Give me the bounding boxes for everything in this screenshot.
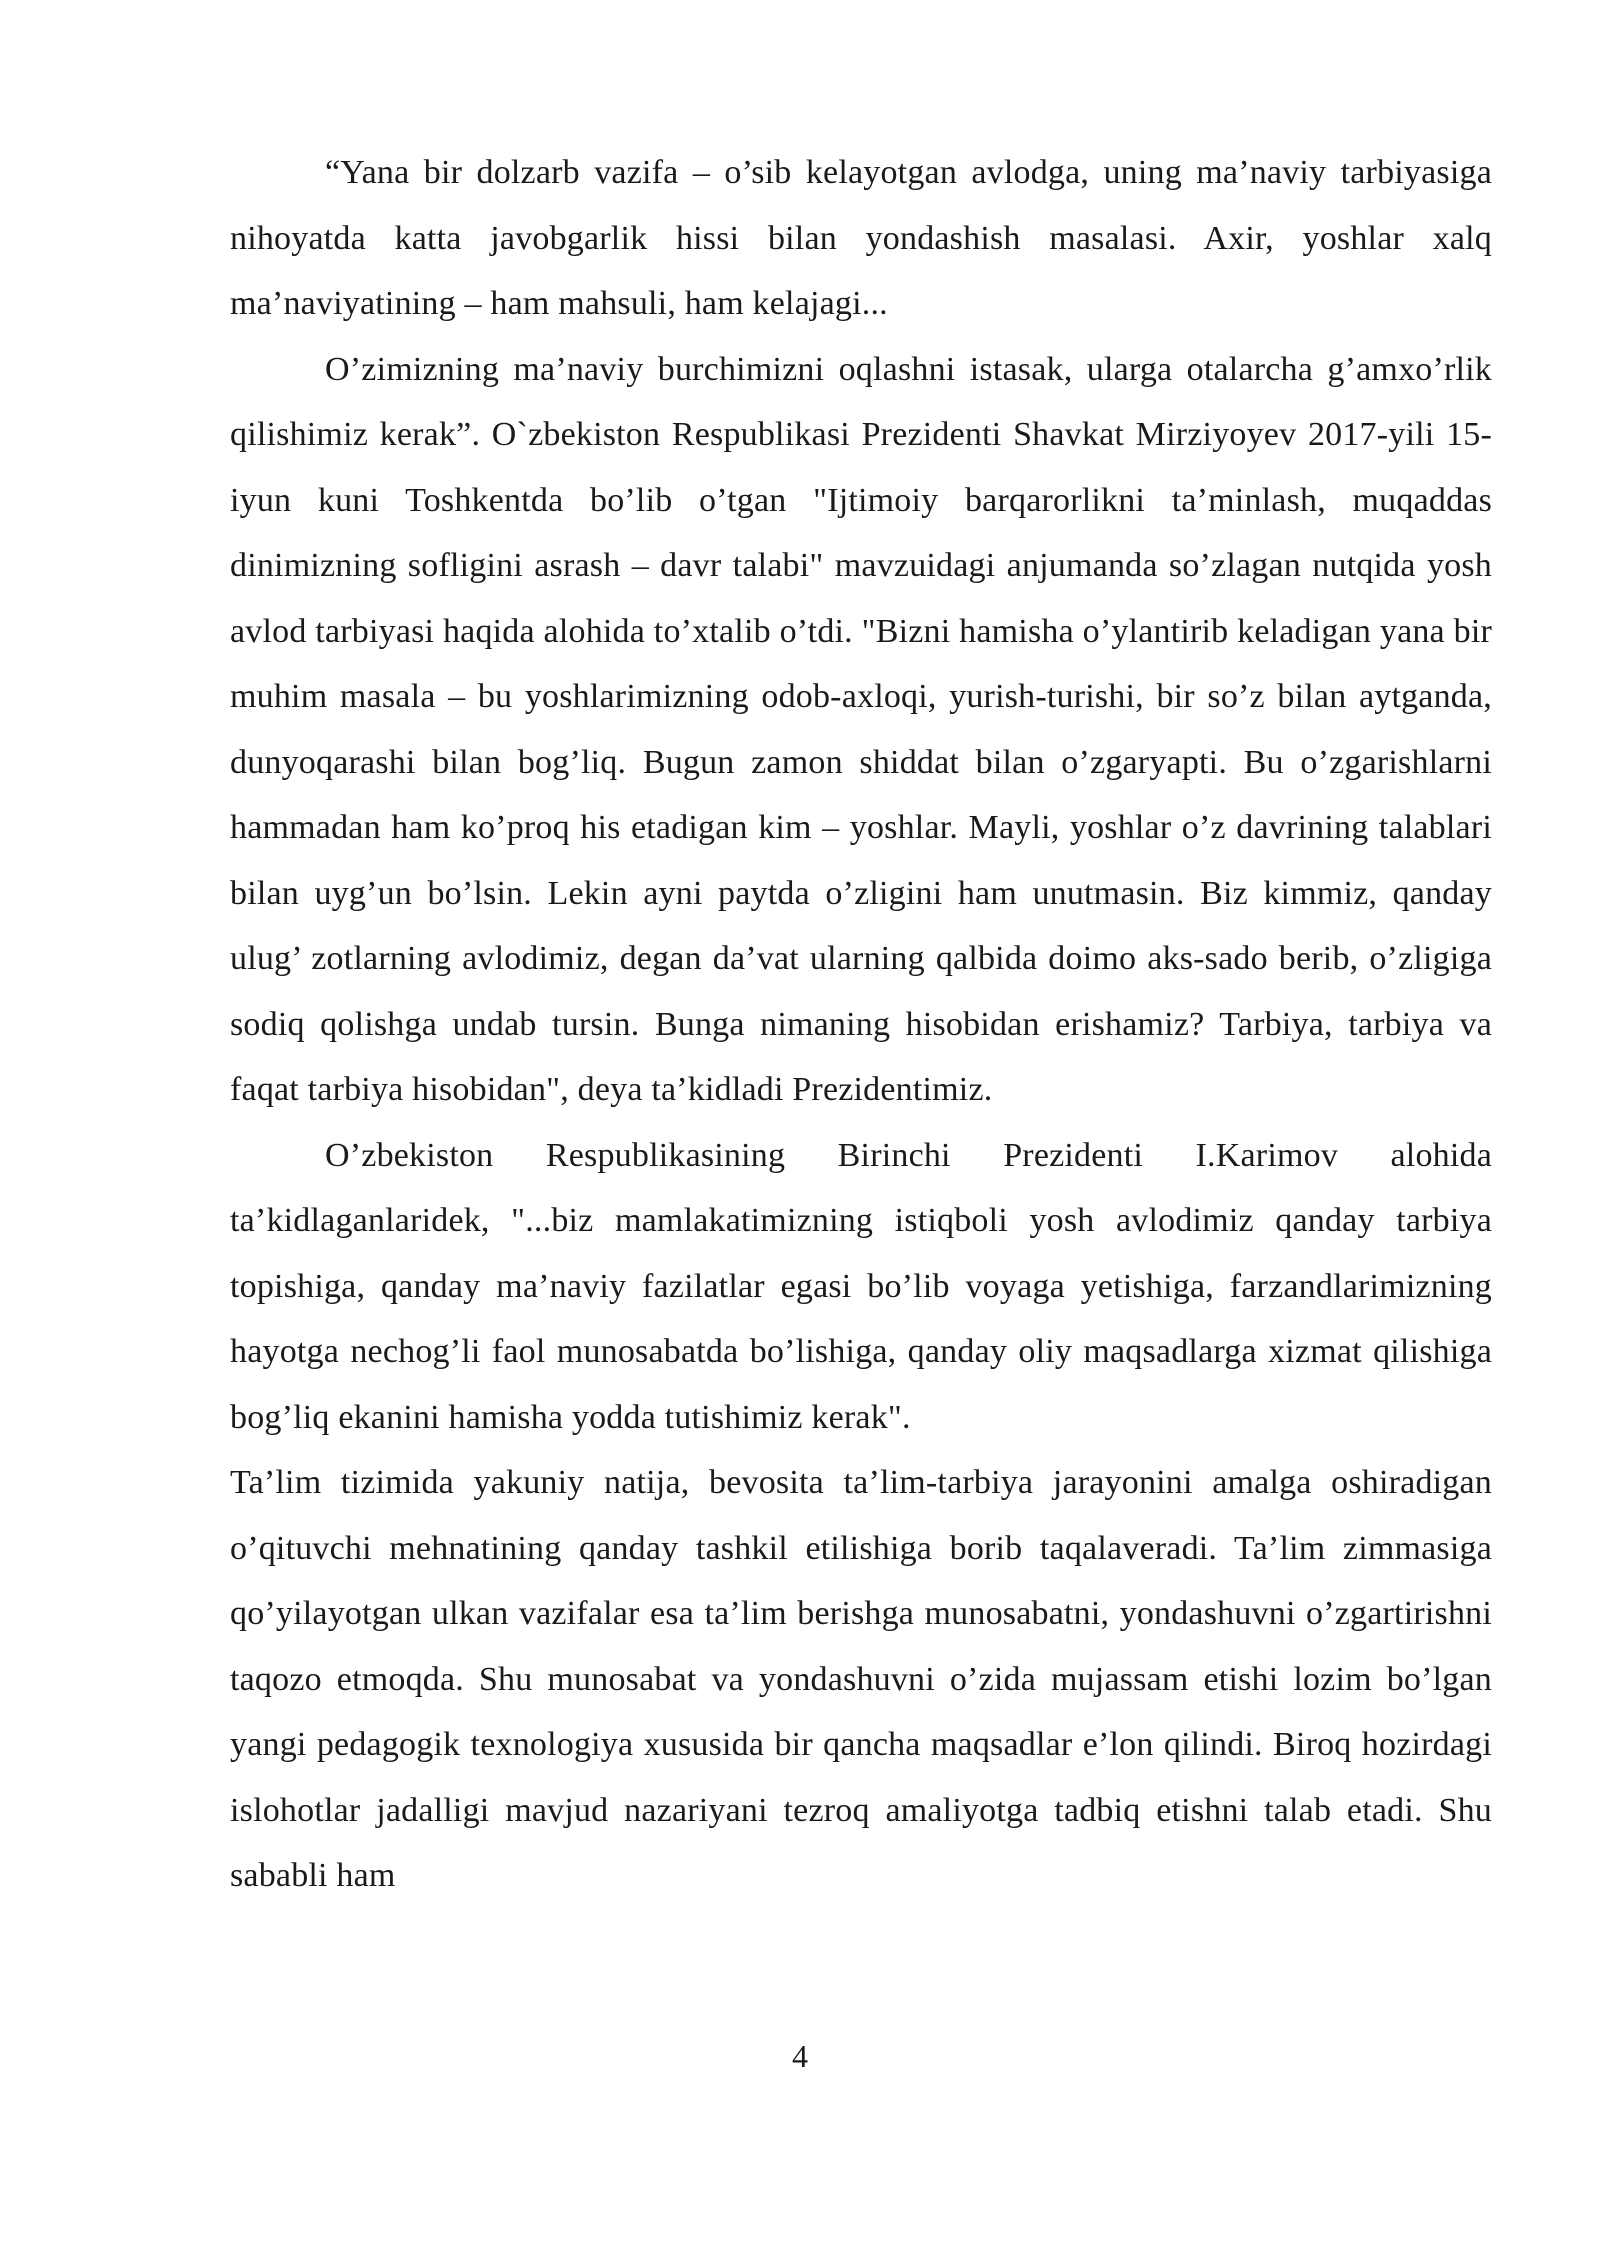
paragraph-4: Ta’lim tizimida yakuniy natija, bevosita ta’lim-tarbiya jarayonini amalga oshiradigan o’qituvchi mehnatining qanday tashkil etilishiga borib taqalaveradi. Ta’lim zimmasiga qo’yilayotgan ulkan vazifalar esa ta’lim berishga munosabatni, yondashuvni o’zgartirishni taqozo etmoqda. Shu munosabat va yondashuvni o’zida mujassam etishi lozim bo’lgan yangi pedagogik texnologiya xususida bir qancha maqsadlar e’lon qilindi. Biroq hozirdagi islohotlar jadalligi mavjud nazariyani tezroq amaliyotga tadbiq etishni talab etadi. Shu sababli ham bbox=[230, 1464, 1492, 1894]
paragraph-2: O’zimizning ma’naviy burchimizni oqlashni istasak, ularga otalarcha g’amxo’rlik qilishimiz kerak”. O`zbekiston Respublikasi Prezidenti Shavkat Mirziyoyev 2017-yili 15-iyun kuni Toshkentda bo’lib o’tgan "Ijtimoiy barqarorlikni ta’minlash, muqaddas dinimizning sofligini asrash – davr talabi" mavzuidagi anjumanda so’zlagan nutqida yosh avlod tarbiyasi haqida alohida to’xtalib o’tdi. "Bizni hamisha o’ylantirib keladigan yana bir muhim masala – bu yoshlarimizning odob-axloqi, yurish-turishi, bir so’z bilan aytganda, dunyoqarashi bilan bog’liq. Bugun zamon shiddat bilan o’zgaryapti. Bu o’zgarishlarni hammadan ham ko’proq his etadigan kim – yoshlar. Mayli, yoshlar o’z davrining talablari bilan uyg’un bo’lsin. Lekin ayni paytda o’zligini ham unutmasin. Biz kimmiz, qanday ulug’ zotlarning avlodimiz, degan da’vat ularning qalbida doimo aks-sado berib, o’zligiga sodiq qolishga undab tursin. Bunga nimaning hisobidan erishamiz? Tarbiya, tarbiya va faqat tarbiya hisobidan", deya ta’kidladi Prezidentimiz. bbox=[230, 350, 1492, 1108]
document-page bbox=[230, 140, 1492, 1909]
paragraph-3: O’zbekiston Respublikasining Birinchi Prezidenti I.Karimov alohida ta’kidlaganlaridek, "...biz mamlakatimizning istiqboli yosh avlodimiz qanday tarbiya topishiga, qanday ma’naviy fazilatlar egasi bo’lib voyaga yetishiga, farzandlarimizning hayotga nechog’li faol munosabatda bo’lishiga, qanday oliy maqsadlarga xizmat qilishiga bog’liq ekanini hamisha yodda tutishimiz kerak". bbox=[230, 1136, 1492, 1436]
paragraph-1: “Yana bir dolzarb vazifa – o’sib kelayotgan avlodga, uning ma’naviy tarbiyasiga nihoyatda katta javobgarlik hissi bilan yondashish masalasi. Axir, yoshlar xalq ma’naviyatining – ham mahsuli, ham kelajagi... bbox=[230, 154, 1492, 322]
page-number: 4 bbox=[792, 2038, 808, 2074]
